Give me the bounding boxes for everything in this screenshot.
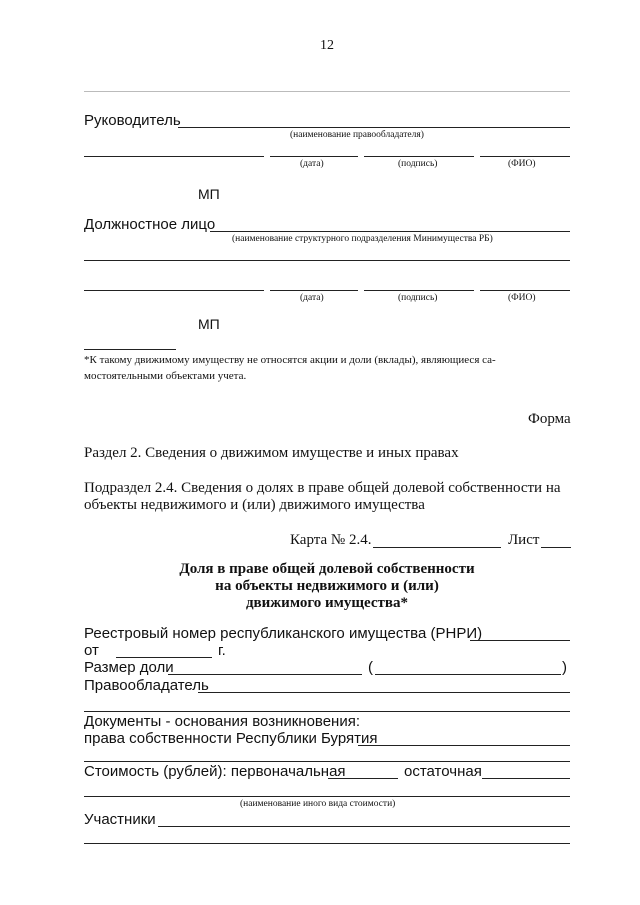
other-cost-caption: (наименование иного вида стоимости) xyxy=(240,799,396,809)
footnote-line-2: мостоятельными объектами учета. xyxy=(84,370,247,382)
participants-label: Участники xyxy=(84,811,156,828)
share-paren-close: ) xyxy=(562,659,567,676)
block1-fio-line[interactable] xyxy=(480,156,570,157)
block1-sign-line[interactable] xyxy=(364,156,474,157)
block1-stamp: МП xyxy=(198,186,220,202)
residual-cost-line[interactable] xyxy=(482,778,570,779)
registry-number-line[interactable] xyxy=(470,640,570,641)
head-label: Руководитель xyxy=(84,112,181,129)
holder-line[interactable] xyxy=(198,692,570,693)
rights-line-2[interactable] xyxy=(84,761,570,762)
block1-line-1[interactable] xyxy=(84,156,264,157)
block1-fio-caption: (ФИО) xyxy=(508,159,536,169)
holder-line-2[interactable] xyxy=(84,711,570,712)
unit-name-line-2[interactable] xyxy=(84,260,570,261)
from-label: от xyxy=(84,642,99,659)
subsection-line-2: объекты недвижимого и (или) движимого имущества xyxy=(84,497,425,513)
unit-name-line[interactable] xyxy=(210,231,570,232)
card-title-line-3: движимого имущества* xyxy=(245,595,409,611)
other-cost-line[interactable] xyxy=(84,796,570,797)
unit-name-caption: (наименование структурного подразделения Минимущества РБ) xyxy=(232,234,493,244)
share-value-line[interactable] xyxy=(168,674,362,675)
official-label: Должностное лицо xyxy=(84,216,216,233)
block2-date-caption: (дата) xyxy=(300,293,324,303)
participants-line-2[interactable] xyxy=(84,843,570,844)
form-label: Форма xyxy=(528,411,571,427)
block1-sign-caption: (подпись) xyxy=(398,159,438,169)
card-title-line-1: Доля в праве общей долевой собственности xyxy=(179,561,475,577)
holder-label: Правообладатель xyxy=(84,677,209,694)
block1-date-line[interactable] xyxy=(270,156,358,157)
card-number-line[interactable] xyxy=(373,547,501,548)
share-label: Размер доли xyxy=(84,659,174,676)
block2-sign-caption: (подпись) xyxy=(398,293,438,303)
card-label: Карта № 2.4. xyxy=(290,532,372,548)
block2-stamp: МП xyxy=(198,316,220,332)
subsection-line-1: Подраздел 2.4. Сведения о долях в праве общей долевой собственности на xyxy=(84,480,561,496)
block2-line-1[interactable] xyxy=(84,290,264,291)
initial-cost-line[interactable] xyxy=(328,778,398,779)
header-rule xyxy=(84,91,570,92)
footnote-line-1: *К такому движимому имуществу не относятся акции и доли (вклады), являющиеся са- xyxy=(84,354,496,366)
holder-name-line[interactable] xyxy=(178,127,570,128)
rights-line[interactable] xyxy=(358,745,570,746)
year-suffix: г. xyxy=(218,642,226,659)
cost-label: Стоимость (рублей): первоначальная xyxy=(84,763,346,780)
share-words-line[interactable] xyxy=(375,674,561,675)
registry-label: Реестровый номер республиканского имущества (РНРИ) xyxy=(84,625,483,642)
block2-date-line[interactable] xyxy=(270,290,358,291)
from-date-line[interactable] xyxy=(116,657,212,658)
card-title-line-2: на объекты недвижимого и (или) xyxy=(215,578,439,594)
block1-date-caption: (дата) xyxy=(300,159,324,169)
holder-name-caption: (наименование правообладателя) xyxy=(290,130,424,140)
footnote-rule xyxy=(84,349,176,350)
sheet-label: Лист xyxy=(508,532,540,548)
page-number: 12 xyxy=(320,38,334,53)
block2-fio-caption: (ФИО) xyxy=(508,293,536,303)
share-paren-open: ( xyxy=(368,659,373,676)
section-title: Раздел 2. Сведения о движимом имуществе и иных правах xyxy=(84,445,459,461)
block2-fio-line[interactable] xyxy=(480,290,570,291)
sheet-number-line[interactable] xyxy=(541,547,571,548)
block2-sign-line[interactable] xyxy=(364,290,474,291)
participants-line[interactable] xyxy=(158,826,570,827)
residual-label: остаточная xyxy=(404,763,482,780)
rights-label: права собственности Республики Бурятия xyxy=(84,730,378,747)
docs-label: Документы - основания возникновения: xyxy=(84,713,361,730)
